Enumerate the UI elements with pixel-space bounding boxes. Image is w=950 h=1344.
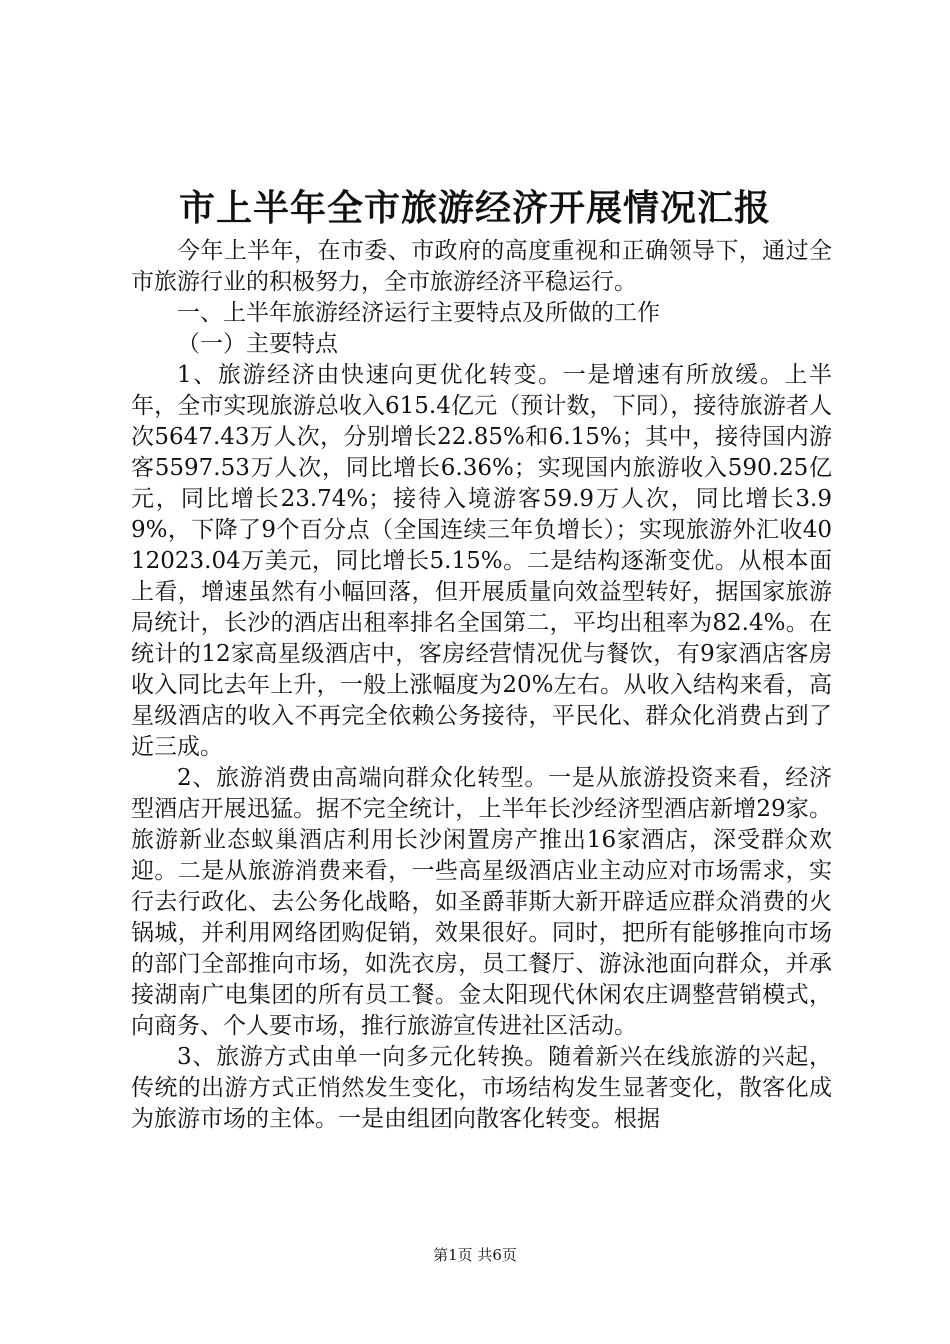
paragraph-item-3: 3、旅游方式由单一向多元化转换。随着新兴在线旅游的兴起，传统的出游方式正悄然发生变化，市场结构发生显著变化，散客化成为旅游市场的主体。一是由组团向散客化转变。根据 (131, 1044, 832, 1132)
paragraph-item-1: 1、旅游经济由快速向更优化转变。一是增速有所放缓。上半年，全市实现旅游总收入615.4亿元（预计数，下同），接待旅游者人次5647.43万人次，分别增长22.85%和6.15%；其中，接待国内游客5597.53万人次，同比增长6.36%；实现国内旅游收入590.25亿元，同比增长23.74%；接待入境游客59.9万人次，同比增长3.99%，下降了9个百分点（全国连续三年负增长）；实现旅游外汇收4012023.04万美元，同比增长5.15%。二是结构逐渐变优。从根本面上看，增速虽然有小幅回落，但开展质量向效益型转好，据国家旅游局统计，长沙的酒店出租率排名全国第二，平均出租率为82.4%。在统计的12家高星级酒店中，客房经营情况优与餐饮，有9家酒店客房收入同比去年上升，一般上涨幅度为20%左右。从收入结构来看，高星级酒店的收入不再完全依赖公务接待，平民化、群众化消费占到了近三成。 (131, 362, 832, 760)
paragraph-item-2: 2、旅游消费由高端向群众化转型。一是从旅游投资来看，经济型酒店开展迅猛。据不完全统计，上半年长沙经济型酒店新增29家。旅游新业态蚁巢酒店利用长沙闲置房产推出16家酒店，深受群众欢迎。二是从旅游消费来看，一些高星级酒店业主动应对市场需求，实行去行政化、去公务化战略，如圣爵菲斯大新开辟适应群众消费的火锅城，并利用网络团购促销，效果很好。同时，把所有能够推向市场的部门全部推向市场，如洗衣房，员工餐厅、游泳池面向群众，并承接湖南广电集团的所有员工餐。金太阳现代休闲农庄调整营销模式，向商务、个人要市场，推行旅游宣传进社区活动。 (131, 765, 832, 1039)
page-number-footer: 第1页 共6页 (433, 1246, 517, 1264)
document-body (131, 236, 832, 1135)
subsection-heading: （一）主要特点 (177, 331, 338, 357)
intro-paragraph: 今年上半年，在市委、市政府的高度重视和正确领导下，通过全市旅游行业的积极努力，全市旅游经济平稳运行。 (131, 238, 832, 295)
section-heading: 一、上半年旅游经济运行主要特点及所做的工作 (177, 300, 660, 326)
document-title: 市上半年全市旅游经济开展情况汇报 (178, 187, 771, 229)
